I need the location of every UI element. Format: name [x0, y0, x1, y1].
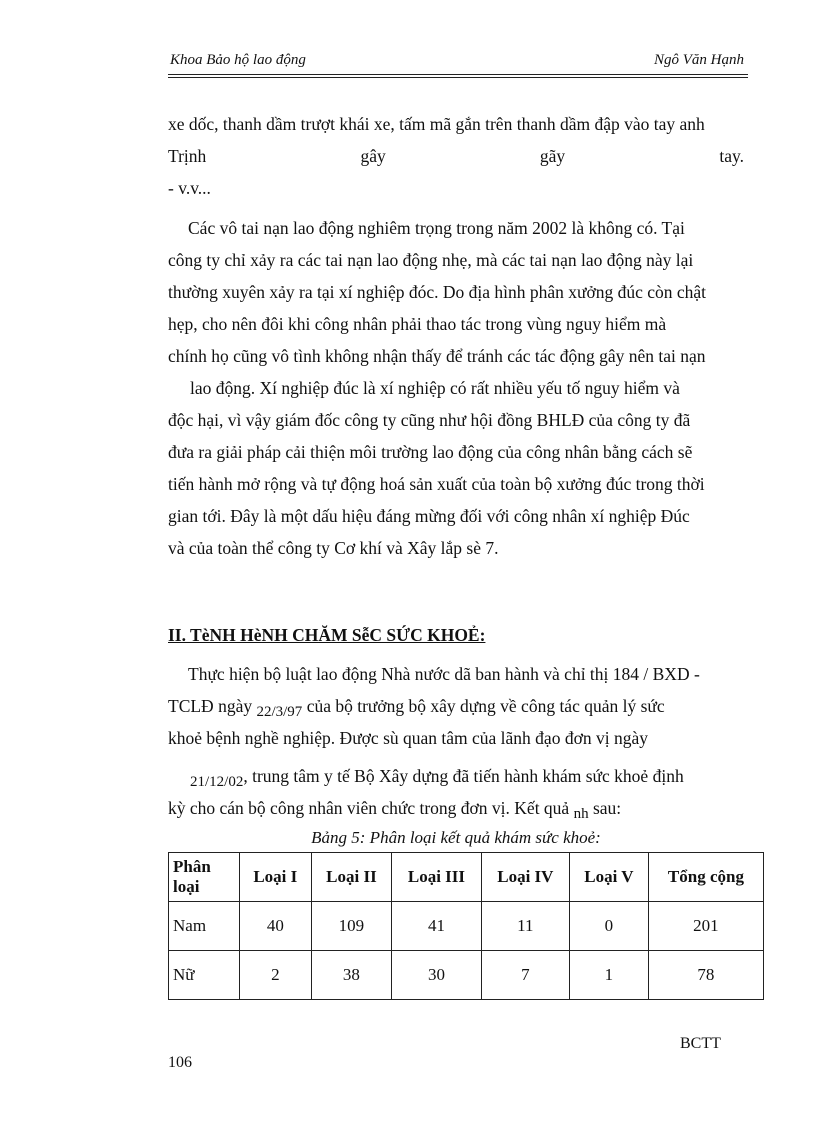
para4-line3: khoẻ bệnh nghề nghiệp. Được sù quan tâm của lãnh đạo đơn vị ngày — [168, 728, 648, 748]
header-cell: Loại IV — [481, 853, 569, 902]
header-cell: Loại II — [311, 853, 392, 902]
para3-line: độc hại, vì vậy giám đốc công ty cũng như hội đồng BHLĐ của công ty đã — [168, 410, 691, 430]
para3-line: đưa ra giải pháp cải thiện môi trường lao động của công nhân bằng cách sẽ — [168, 442, 693, 462]
para4-line4 — [168, 760, 744, 792]
para2-line: chính họ cũng vô tình không nhận thấy để tránh các tác động gây nên tai nạn — [168, 346, 706, 366]
para3-line: tiến hành mở rộng và tự động hoá sản xuất của toàn bộ xưởng đúc trong thời — [168, 474, 705, 494]
table-cell: 0 — [569, 902, 648, 951]
table-cell: 40 — [240, 902, 312, 951]
table-caption: Bảng 5: Phân loại kết quả khám sức khoẻ: — [311, 828, 601, 847]
para3-line: gian tới. Đây là một dấu hiệu đáng mừng đối với công nhân xí nghiệp Đúc — [168, 506, 690, 526]
word: tay. — [719, 146, 744, 166]
para4-line1: Thực hiện bộ luật lao động Nhà nước dã ban hành và chỉ thị 184 / BXD - — [188, 664, 700, 684]
word: gãy — [539, 146, 566, 166]
para1-line3: - v.v... — [168, 178, 211, 198]
table-header-row — [169, 853, 764, 902]
header-left: Khoa Bảo hộ lao động — [170, 52, 306, 68]
para2-line: Các vô tai nạn lao động nghiêm trọng trong năm 2002 là không có. Tại — [188, 218, 685, 238]
header-rule-2 — [168, 77, 748, 78]
table-cell: 7 — [481, 951, 569, 1000]
paragraph-2 — [168, 212, 744, 372]
table-cell: 41 — [392, 902, 482, 951]
table-cell: 201 — [648, 902, 763, 951]
para2-line: công ty chỉ xảy ra các tai nạn lao động nhẹ, mà các tai nạn lao động này lại — [168, 250, 694, 270]
para1-line2 — [168, 140, 744, 172]
date-subscript: 21/12/02 — [190, 774, 244, 790]
para3-line: và của toàn thể công ty Cơ khí và Xây lắp sè 7. — [168, 538, 499, 558]
header-cell: Tổng cộng — [648, 853, 763, 902]
header-cell: Phân loại — [169, 853, 240, 902]
text: TCLĐ ngày — [168, 696, 257, 716]
header-cell: Loại I — [240, 853, 312, 902]
para3-line: lao động. Xí nghiệp đúc là xí nghiệp có rất nhiều yếu tố nguy hiểm và — [190, 378, 680, 398]
results-table — [168, 852, 764, 1000]
page-number: 106 — [168, 1054, 192, 1071]
para2-line: hẹp, cho nên đôi khi công nhân phải thao tác trong vùng nguy hiểm mà — [168, 314, 667, 334]
word: gây — [360, 146, 386, 166]
paragraph-3 — [168, 372, 744, 564]
table-cell: 78 — [648, 951, 763, 1000]
table-cell: 38 — [311, 951, 392, 1000]
table-row — [169, 951, 764, 1000]
para1-line1: xe dốc, thanh dầm trượt khái xe, tấm mã gắn trên thanh dầm đập vào tay anh — [168, 114, 705, 134]
text: của bộ trưởng bộ xây dựng về công tác quản lý sức — [302, 696, 665, 716]
table-cell: Nữ — [169, 951, 240, 1000]
header-right: Ngô Văn Hạnh — [654, 52, 744, 68]
section-heading: II. TèNH HèNH CHĂM SễC SỨC KHOẺ: — [168, 625, 486, 645]
table-cell: 109 — [311, 902, 392, 951]
table-cell: 30 — [392, 951, 482, 1000]
table-cell: 1 — [569, 951, 648, 1000]
word: Trịnh — [168, 146, 207, 166]
footer-label: BCTT — [680, 1035, 721, 1052]
paragraph-4 — [168, 658, 744, 824]
table-cell: Nam — [169, 902, 240, 951]
date-subscript: 22/3/97 — [256, 704, 303, 720]
header-rule — [168, 74, 748, 75]
header-cell: Loại V — [569, 853, 648, 902]
table-row — [169, 902, 764, 951]
paragraph-1 — [168, 108, 744, 204]
para4-line5 — [168, 792, 744, 824]
text: , trung tâm y tế Bộ Xây dựng đã tiến hành khám sức khoẻ định — [243, 766, 684, 786]
subscript: nh — [573, 806, 589, 822]
table-cell: 11 — [481, 902, 569, 951]
text: kỳ cho cán bộ công nhân viên chức trong đơn vị. Kết quả — [168, 798, 574, 818]
text: sau: — [588, 798, 622, 818]
para2-line: thường xuyên xảy ra tại xí nghiệp đóc. Do địa hình phân xưởng đúc còn chật — [168, 282, 707, 302]
table-cell: 2 — [240, 951, 312, 1000]
header-cell: Loại III — [392, 853, 482, 902]
para4-line2 — [168, 690, 744, 722]
